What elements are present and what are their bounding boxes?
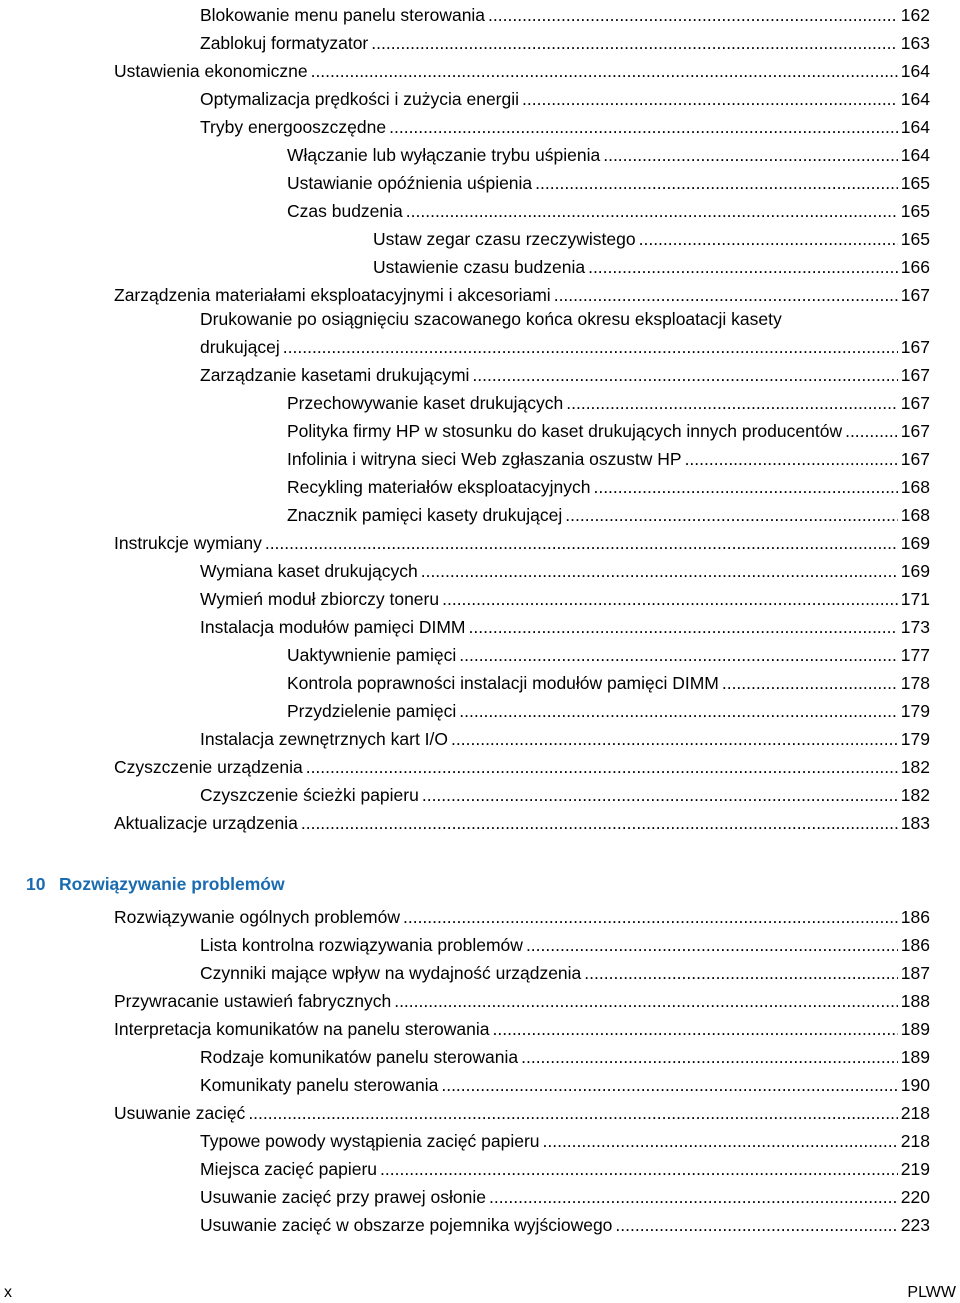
dot-leader xyxy=(584,962,898,984)
dot-leader xyxy=(469,616,898,638)
toc-entry-title: Optymalizacja prędkości i zużycia energii xyxy=(200,89,520,109)
toc-entry-title: Instalacja modułów pamięci DIMM xyxy=(200,617,466,637)
toc-entry-page: 167 xyxy=(900,393,930,413)
toc-entry-title: Recykling materiałów eksploatacyjnych xyxy=(287,477,591,497)
toc-entry-page: 173 xyxy=(900,617,930,637)
toc-entry[interactable] xyxy=(114,1014,930,1040)
dot-leader xyxy=(422,784,898,806)
toc-entry[interactable] xyxy=(287,140,930,166)
toc-entry[interactable] xyxy=(287,444,930,470)
toc-entry-page: 186 xyxy=(900,935,930,955)
dot-leader xyxy=(421,560,898,582)
dot-leader xyxy=(554,284,898,306)
dot-leader xyxy=(472,364,897,386)
toc-entry[interactable] xyxy=(200,1126,930,1152)
toc-entry-title: Czyszczenie ścieżki papieru xyxy=(200,785,419,805)
toc-entry-title: Instalacja zewnętrznych kart I/O xyxy=(200,729,449,749)
toc-entry-page: 188 xyxy=(900,991,930,1011)
toc-entry-page: 167 xyxy=(900,285,930,305)
dot-leader xyxy=(306,756,898,778)
toc-entry-title: Włączanie lub wyłączanie trybu uśpienia xyxy=(287,145,601,165)
toc-entry-title: Kontrola poprawności instalacji modułów pamięci DIMM xyxy=(287,673,719,693)
toc-entry[interactable] xyxy=(200,1154,930,1180)
toc-entry[interactable] xyxy=(200,112,930,138)
chapter-number: 10 xyxy=(26,874,46,894)
toc-entry-page: 163 xyxy=(900,33,930,53)
toc-entry-page: 177 xyxy=(900,645,930,665)
dot-leader xyxy=(451,728,898,750)
toc-entry-title: Wymiana kaset drukujących xyxy=(200,561,418,581)
toc-entry[interactable] xyxy=(114,808,930,834)
dot-leader xyxy=(522,88,898,110)
toc-entry-title: Infolinia i witryna sieci Web zgłaszania oszustw HP xyxy=(287,449,682,469)
dot-leader xyxy=(311,60,898,82)
toc-entry-page: 165 xyxy=(900,173,930,193)
dot-leader xyxy=(615,1214,897,1236)
toc-entry-title: Wymień moduł zbiorczy toneru xyxy=(200,589,440,609)
toc-entry[interactable] xyxy=(114,528,930,554)
toc-entry-page: 223 xyxy=(900,1215,930,1235)
toc-entry[interactable] xyxy=(373,252,930,278)
toc-entry[interactable] xyxy=(114,902,930,928)
dot-leader xyxy=(543,1130,898,1152)
toc-entry-first-line[interactable]: Drukowanie po osiągnięciu szacowanego końca okresu eksploatacji kasety xyxy=(200,309,782,329)
toc-entry-page: 166 xyxy=(900,257,930,277)
toc-entry[interactable] xyxy=(114,1098,930,1124)
toc-entry-page: 168 xyxy=(900,505,930,525)
toc-entry-page: 186 xyxy=(900,907,930,927)
toc-entry[interactable] xyxy=(287,196,930,222)
toc-entry-title: Rodzaje komunikatów panelu sterowania xyxy=(200,1047,519,1067)
toc-entry-page: 179 xyxy=(900,729,930,749)
toc-entry-title: Lista kontrolna rozwiązywania problemów xyxy=(200,935,523,955)
dot-leader xyxy=(371,32,898,54)
dot-leader xyxy=(489,1186,898,1208)
toc-entry-page: 218 xyxy=(900,1131,930,1151)
toc-entry-page: 182 xyxy=(900,757,930,777)
toc-entry[interactable] xyxy=(200,360,930,386)
dot-leader xyxy=(406,200,898,222)
toc-entry-title: Znacznik pamięci kasety drukującej xyxy=(287,505,563,525)
toc-entry-title: Ustawianie opóźnienia uśpienia xyxy=(287,173,533,193)
toc-entry-page: 218 xyxy=(900,1103,930,1123)
toc-entry-title: Ustawienia ekonomiczne xyxy=(114,61,308,81)
toc-entry[interactable] xyxy=(200,1210,930,1236)
toc-entry[interactable] xyxy=(200,556,930,582)
toc-entry-title: Ustawienie czasu budzenia xyxy=(373,257,586,277)
toc-entry-title: Uaktywnienie pamięci xyxy=(287,645,457,665)
toc-entry-title: Zarządzenia materiałami eksploatacyjnymi i akcesoriami xyxy=(114,285,551,305)
toc-entry-title: Zablokuj formatyzator xyxy=(200,33,369,53)
toc-entry-title: Typowe powody wystąpienia zacięć papieru xyxy=(200,1131,540,1151)
toc-entry-page: 220 xyxy=(900,1187,930,1207)
toc-entry-title: Instrukcje wymiany xyxy=(114,533,262,553)
chapter-title: Rozwiązywanie problemów xyxy=(59,874,285,894)
toc-entry-title: Czyszczenie urządzenia xyxy=(114,757,303,777)
toc-entry-page: 189 xyxy=(900,1047,930,1067)
toc-entry[interactable] xyxy=(287,388,930,414)
dot-leader xyxy=(488,4,898,26)
toc-entry-page: 189 xyxy=(900,1019,930,1039)
dot-leader xyxy=(526,934,898,956)
toc-entry-title: Polityka firmy HP w stosunku do kaset drukujących innych producentów xyxy=(287,421,843,441)
toc-entry[interactable] xyxy=(200,1042,930,1068)
toc-entry-title: Blokowanie menu panelu sterowania xyxy=(200,5,486,25)
toc-entry-title: Usuwanie zacięć przy prawej osłonie xyxy=(200,1187,486,1207)
toc-entry-title: Ustaw zegar czasu rzeczywistego xyxy=(373,229,636,249)
dot-leader xyxy=(493,1018,898,1040)
toc-entry-title: Miejsca zacięć papieru xyxy=(200,1159,378,1179)
dot-leader xyxy=(459,644,898,666)
toc-entry-page: 164 xyxy=(900,145,930,165)
toc-entry[interactable] xyxy=(287,472,930,498)
dot-leader xyxy=(248,1102,897,1124)
toc-entry-title: Rozwiązywanie ogólnych problemów xyxy=(114,907,400,927)
toc-entry[interactable] xyxy=(200,930,930,956)
toc-entry-page: 169 xyxy=(900,561,930,581)
toc-entry-page: 164 xyxy=(900,61,930,81)
toc-entry[interactable] xyxy=(200,1070,930,1096)
dot-leader xyxy=(535,172,898,194)
toc-entry[interactable] xyxy=(114,752,930,778)
toc-entry[interactable] xyxy=(287,696,930,722)
dot-leader xyxy=(521,1046,898,1068)
toc-entry[interactable] xyxy=(200,724,930,750)
footer-label: PLWW xyxy=(907,1284,956,1301)
toc-entry-page: 178 xyxy=(900,673,930,693)
toc-entry[interactable] xyxy=(114,56,930,82)
dot-leader xyxy=(301,812,898,834)
toc-entry[interactable] xyxy=(200,612,930,638)
toc-entry-page: 182 xyxy=(900,785,930,805)
toc-entry-page: 164 xyxy=(900,89,930,109)
dot-leader xyxy=(685,448,898,470)
dot-leader xyxy=(603,144,898,166)
toc-entry[interactable] xyxy=(200,958,930,984)
toc-entry[interactable] xyxy=(200,28,930,54)
chapter-heading[interactable] xyxy=(26,873,285,899)
toc-entry-page: 164 xyxy=(900,117,930,137)
dot-leader xyxy=(459,700,898,722)
toc-entry[interactable] xyxy=(200,0,930,26)
dot-leader xyxy=(565,504,898,526)
dot-leader xyxy=(639,228,898,250)
toc-entry-title: Interpretacja komunikatów na panelu sterowania xyxy=(114,1019,490,1039)
dot-leader xyxy=(593,476,897,498)
toc-entry[interactable] xyxy=(287,168,930,194)
toc-entry-title: Usuwanie zacięć xyxy=(114,1103,246,1123)
toc-entry-page: 167 xyxy=(900,365,930,385)
toc-entry-title: Komunikaty panelu sterowania xyxy=(200,1075,439,1095)
toc-entry-title: Tryby energooszczędne xyxy=(200,117,387,137)
toc-entry-title: Aktualizacje urządzenia xyxy=(114,813,298,833)
toc-entry-page: 167 xyxy=(900,337,930,357)
dot-leader xyxy=(389,116,898,138)
toc-entry[interactable] xyxy=(200,584,930,610)
toc-entry-title: Przechowywanie kaset drukujących xyxy=(287,393,564,413)
dot-leader xyxy=(845,420,898,442)
toc-entry-page: 179 xyxy=(900,701,930,721)
toc-entry[interactable] xyxy=(287,416,930,442)
toc-entry-page: 165 xyxy=(900,229,930,249)
toc-entry[interactable] xyxy=(200,84,930,110)
toc-entry[interactable] xyxy=(200,1182,930,1208)
dot-leader xyxy=(442,588,898,610)
toc-entry-page: 190 xyxy=(900,1075,930,1095)
toc-entry-title: Usuwanie zacięć w obszarze pojemnika wyjściowego xyxy=(200,1215,613,1235)
toc-entry-title: Przywracanie ustawień fabrycznych xyxy=(114,991,392,1011)
toc-entry[interactable] xyxy=(373,224,930,250)
toc-entry-page: 162 xyxy=(900,5,930,25)
toc-entry-page: 165 xyxy=(900,201,930,221)
toc-entry-title: Przydzielenie pamięci xyxy=(287,701,457,721)
dot-leader xyxy=(441,1074,897,1096)
toc-entry-page: 167 xyxy=(900,449,930,469)
toc-entry-page: 167 xyxy=(900,421,930,441)
toc-entry-page: 219 xyxy=(900,1159,930,1179)
toc-entry[interactable] xyxy=(287,500,930,526)
toc-entry-page: 169 xyxy=(900,533,930,553)
dot-leader xyxy=(722,672,898,694)
toc-entry[interactable] xyxy=(200,332,930,358)
toc-entry[interactable] xyxy=(287,640,930,666)
toc-entry-title-continued: drukującej xyxy=(200,337,280,357)
dot-leader xyxy=(588,256,898,278)
toc-entry-page: 187 xyxy=(900,963,930,983)
footer-page-number: x xyxy=(4,1284,12,1301)
dot-leader xyxy=(265,532,898,554)
toc-entry-page: 171 xyxy=(900,589,930,609)
dot-leader xyxy=(403,906,898,928)
toc-entry[interactable] xyxy=(114,986,930,1012)
toc-entry[interactable] xyxy=(287,668,930,694)
dot-leader xyxy=(380,1158,898,1180)
toc-entry-page: 183 xyxy=(900,813,930,833)
toc-entry-title: Czynniki mające wpływ na wydajność urządzenia xyxy=(200,963,582,983)
toc-entry[interactable] xyxy=(200,780,930,806)
toc-entry[interactable] xyxy=(114,280,930,306)
dot-leader xyxy=(566,392,898,414)
dot-leader xyxy=(394,990,898,1012)
toc-entry-page: 168 xyxy=(900,477,930,497)
dot-leader xyxy=(283,336,898,358)
toc-entry-title: Czas budzenia xyxy=(287,201,403,221)
toc-entry-title: Zarządzanie kasetami drukującymi xyxy=(200,365,470,385)
